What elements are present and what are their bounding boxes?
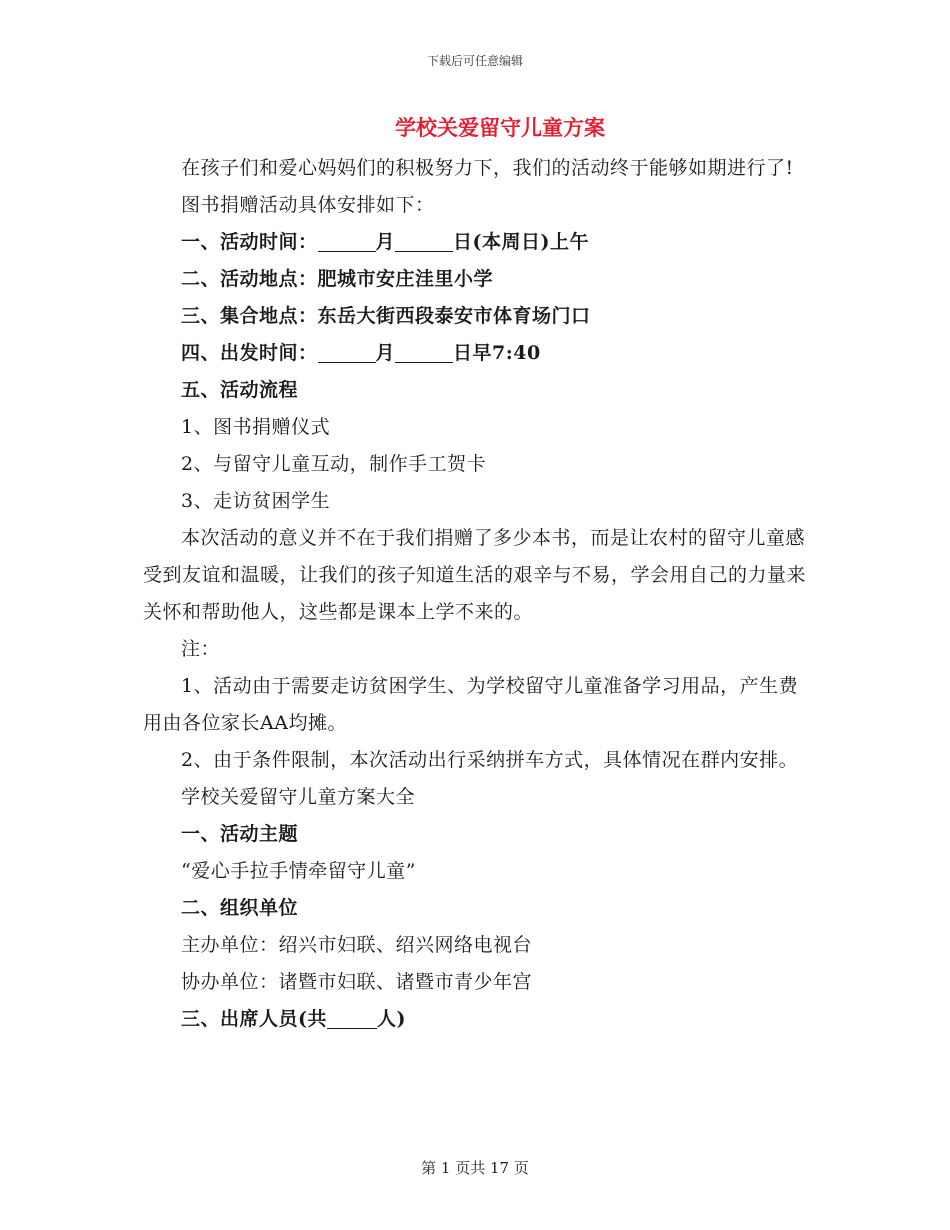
attendees-prefix: 三、出席人员(共 — [181, 1008, 327, 1030]
co-host-unit: 协办单位：诸暨市妇联、诸暨市青少年宫 — [181, 971, 533, 993]
theme-text: “爱心手拉手情牵留守儿童” — [181, 860, 416, 882]
document-body — [143, 150, 815, 1038]
page-title: 学校关爱留守儿童方案 — [395, 115, 605, 140]
item-meeting-point: 三、集合地点：东岳大街西段泰安市体育场门口 — [181, 305, 591, 327]
month-blank — [318, 229, 376, 252]
flow-step: 1、图书捐赠仪式 — [181, 416, 331, 438]
day-blank — [395, 229, 453, 252]
attendees-count-blank — [327, 1006, 377, 1029]
item-departure-time — [143, 335, 815, 372]
month-label: 月 — [375, 342, 396, 364]
theme-heading: 一、活动主题 — [181, 823, 299, 845]
host-unit: 主办单位：绍兴市妇联、绍兴网络电视台 — [181, 934, 533, 956]
item-departure-time-suffix: 日早7:40 — [453, 342, 541, 364]
org-heading: 二、组织单位 — [181, 897, 299, 919]
meaning-paragraph: 本次活动的意义并不在于我们捐赠了多少本书，而是让农村的留守儿童感受到友谊和温暖，让我们的孩子知道生活的艰辛与不易，学会用自己的力量来关怀和帮助他人，这些都是课本上学不来的。 — [143, 527, 807, 623]
item-activity-time-prefix: 一、活动时间： — [181, 231, 318, 253]
arrangement-heading: 图书捐赠活动具体安排如下： — [181, 194, 435, 216]
item-activity-location: 二、活动地点：肥城市安庄洼里小学 — [181, 268, 494, 290]
note-item: 2、由于条件限制，本次活动出行采纳拼车方式，具体情况在群内安排。 — [181, 749, 799, 771]
month-label: 月 — [375, 231, 396, 253]
day-blank — [395, 340, 453, 363]
attendees-heading — [143, 1001, 815, 1038]
item-activity-time — [143, 224, 815, 261]
note-item: 1、活动由于需要走访贫困学生、为学校留守儿童准备学习用品，产生费用由各位家长AA均摊。 — [143, 675, 799, 734]
note-label: 注： — [181, 638, 221, 660]
attendees-suffix: 人) — [377, 1008, 406, 1030]
month-blank — [318, 340, 376, 363]
item-activity-flow: 五、活动流程 — [181, 379, 299, 401]
header-note: 下载后可任意编辑 — [426, 54, 523, 68]
flow-step: 2、与留守儿童互动，制作手工贺卡 — [181, 453, 487, 475]
item-activity-time-suffix: 日(本周日)上午 — [453, 231, 590, 253]
intro-paragraph: 在孩子们和爱心妈妈们的积极努力下，我们的活动终于能够如期进行了! — [181, 157, 794, 179]
page-footer: 第 1 页共 17 页 — [421, 1159, 529, 1177]
item-departure-time-prefix: 四、出发时间： — [181, 342, 318, 364]
flow-step: 3、走访贫困学生 — [181, 490, 331, 512]
section2-title: 学校关爱留守儿童方案大全 — [181, 786, 416, 808]
